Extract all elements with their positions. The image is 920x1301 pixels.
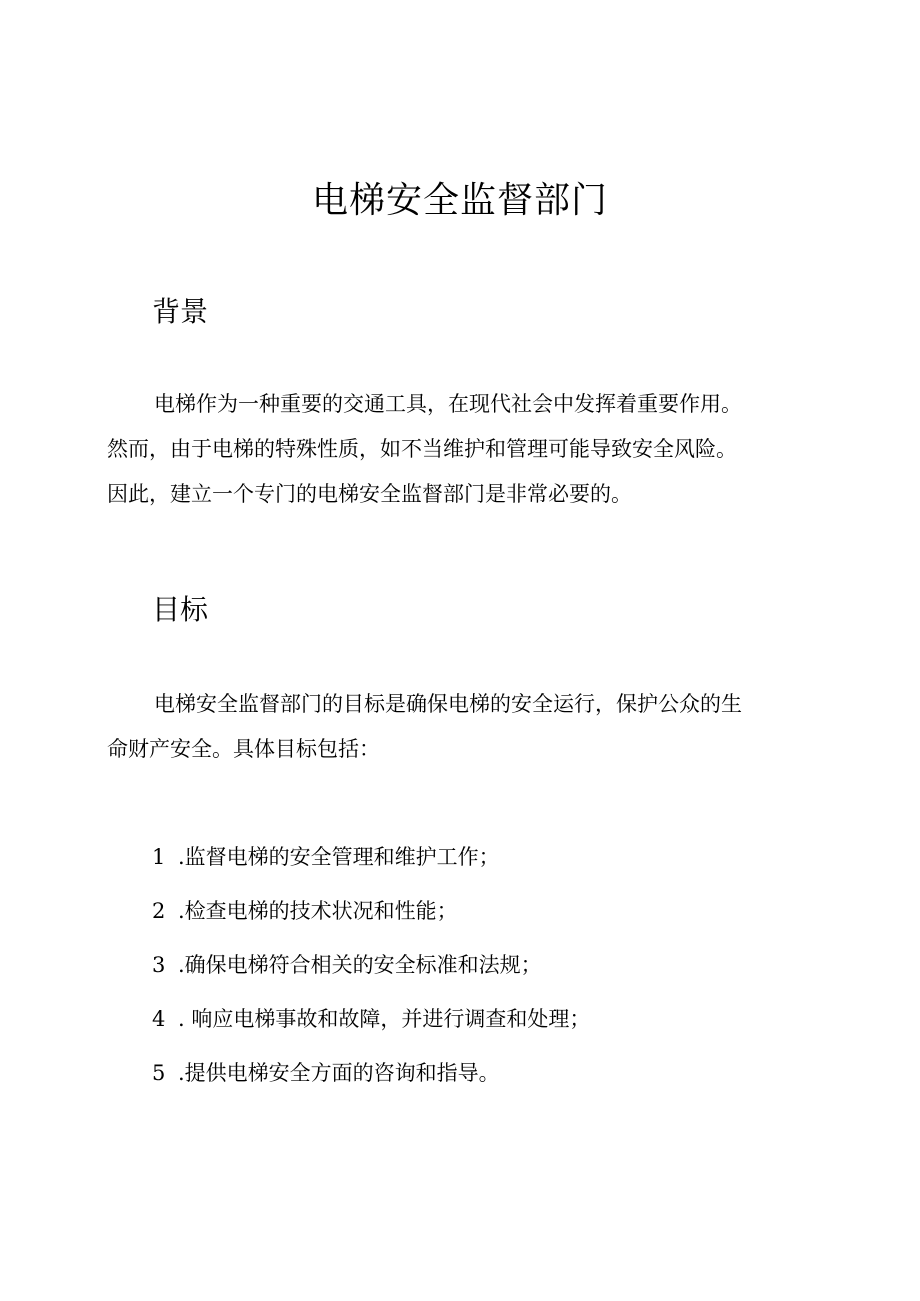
list-item-number: 5 bbox=[152, 1061, 166, 1085]
background-paragraph bbox=[107, 382, 812, 517]
list-item-text: .提供电梯安全方面的咨询和指导。 bbox=[178, 1061, 500, 1085]
section-heading-background: 背景 bbox=[152, 295, 209, 328]
list-item bbox=[152, 1048, 590, 1102]
goals-list bbox=[152, 832, 590, 1102]
document-title: 电梯安全监督部门 bbox=[311, 180, 608, 221]
list-item-text: . 响应电梯事故和故障，并进行调查和处理； bbox=[178, 1007, 591, 1031]
list-item-number: 3 bbox=[152, 953, 166, 977]
goals-paragraph bbox=[107, 682, 812, 772]
section-heading-goals: 目标 bbox=[152, 593, 209, 626]
paragraph-line: 命财产安全。具体目标包括： bbox=[107, 737, 380, 761]
list-item-number: 2 bbox=[152, 899, 166, 923]
paragraph-line: 然而，由于电梯的特殊性质，如不当维护和管理可能导致安全风险。 bbox=[107, 437, 737, 461]
list-item-number: 1 bbox=[152, 845, 166, 869]
list-item-text: .检查电梯的技术状况和性能； bbox=[178, 899, 458, 923]
paragraph-line: 因此，建立一个专门的电梯安全监督部门是非常必要的。 bbox=[107, 482, 632, 506]
list-item-text: .确保电梯符合相关的安全标准和法规； bbox=[178, 953, 542, 977]
list-item bbox=[152, 994, 590, 1048]
list-item bbox=[152, 940, 590, 994]
paragraph-line: 电梯安全监督部门的目标是确保电梯的安全运行，保护公众的生 bbox=[154, 692, 742, 716]
list-item bbox=[152, 886, 590, 940]
paragraph-line: 电梯作为一种重要的交通工具，在现代社会中发挥着重要作用。 bbox=[154, 392, 742, 416]
list-item-number: 4 bbox=[152, 1007, 166, 1031]
list-item bbox=[152, 832, 590, 886]
list-item-text: .监督电梯的安全管理和维护工作； bbox=[178, 845, 500, 869]
